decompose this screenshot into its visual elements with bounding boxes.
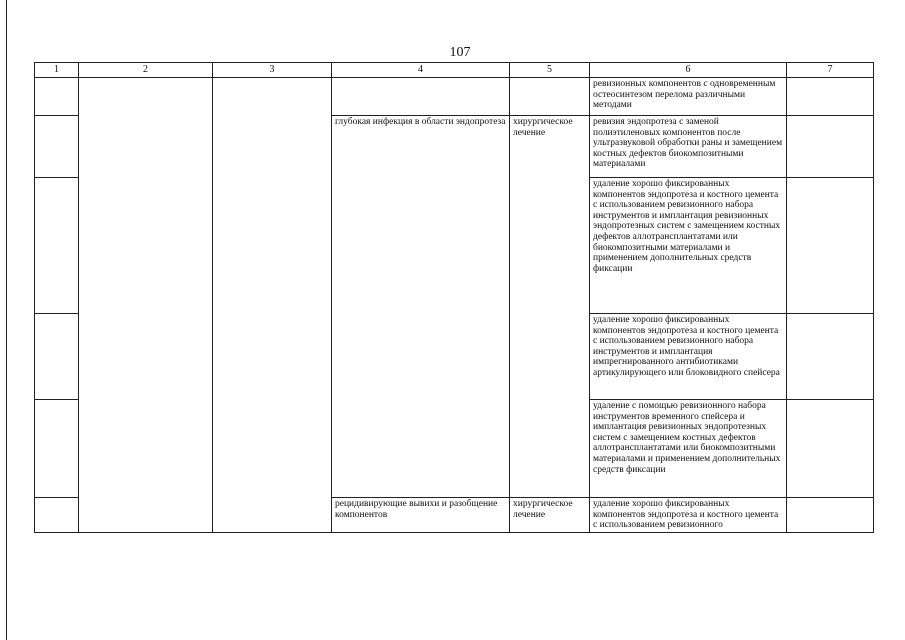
table-row (35, 78, 874, 116)
document-table (34, 62, 874, 533)
table-cell-method: удаление с помощью ревизионного набора инструментов временного спейсера и имплантация ревизионных эндопротезных систем с замещением костных дефектов аллотрансплантатами или биокомпозитными материалами и применением дополнительных средств фиксации (590, 400, 787, 498)
table-cell-col7 (787, 400, 874, 498)
table-cell-method: ревизия эндопротеза с заменой полиэтиленовых компонентов после ультразвуковой обработки раны и замещением костных дефектов биокомпозитными материалами (590, 116, 787, 178)
table-cell-col7 (787, 314, 874, 400)
table-cell-method: удаление хорошо фиксированных компонентов эндопротеза и костного цемента с использованием ревизионного набора инструментов и имплантация импрегнированного антибиотиками артикулирующего или блоковидного спейсера (590, 314, 787, 400)
column-number: 4 (332, 63, 510, 78)
table-cell-treatment: хирургическое лечение (510, 116, 590, 498)
table-cell-diagnosis: рецидивирующие вывихи и разобщение компонентов (332, 498, 510, 533)
page-margin-rule (6, 0, 7, 640)
column-number: 1 (35, 63, 79, 78)
column-number: 5 (510, 63, 590, 78)
table-cell-col1 (35, 178, 79, 314)
table-cell-method: удаление хорошо фиксированных компонентов эндопротеза и костного цемента с использованием ревизионного (590, 498, 787, 533)
table-cell-col7 (787, 498, 874, 533)
column-number: 3 (213, 63, 332, 78)
table-cell-diagnosis (332, 78, 510, 116)
table-cell-treatment (510, 78, 590, 116)
column-number: 7 (787, 63, 874, 78)
column-number-row (35, 63, 874, 78)
table-cell-col2 (79, 78, 213, 533)
table-cell-col7 (787, 178, 874, 314)
table-cell-col7 (787, 116, 874, 178)
table-cell-col7 (787, 78, 874, 116)
table-cell-col1 (35, 78, 79, 116)
column-number: 6 (590, 63, 787, 78)
table-cell-treatment: хирургическое лечение (510, 498, 590, 533)
table-cell-col1 (35, 314, 79, 400)
table-cell-method: удаление хорошо фиксированных компонентов эндопротеза и костного цемента с использованием ревизионного набора инструментов и имплантация ревизионных эндопротезных систем с замещением костных дефектов аллотрансплантатами или биокомпозитными материалами и применением дополнительных средств фиксации (590, 178, 787, 314)
table-cell-col1 (35, 116, 79, 178)
page-number: 107 (449, 45, 471, 60)
table-cell-col1 (35, 400, 79, 498)
table-cell-diagnosis: глубокая инфекция в области эндопротеза (332, 116, 510, 498)
table-cell-col1 (35, 498, 79, 533)
column-number: 2 (79, 63, 213, 78)
table-cell-method: ревизионных компонентов с одновременным остеосинтезом перелома различными методами (590, 78, 787, 116)
table-cell-col3 (213, 78, 332, 533)
